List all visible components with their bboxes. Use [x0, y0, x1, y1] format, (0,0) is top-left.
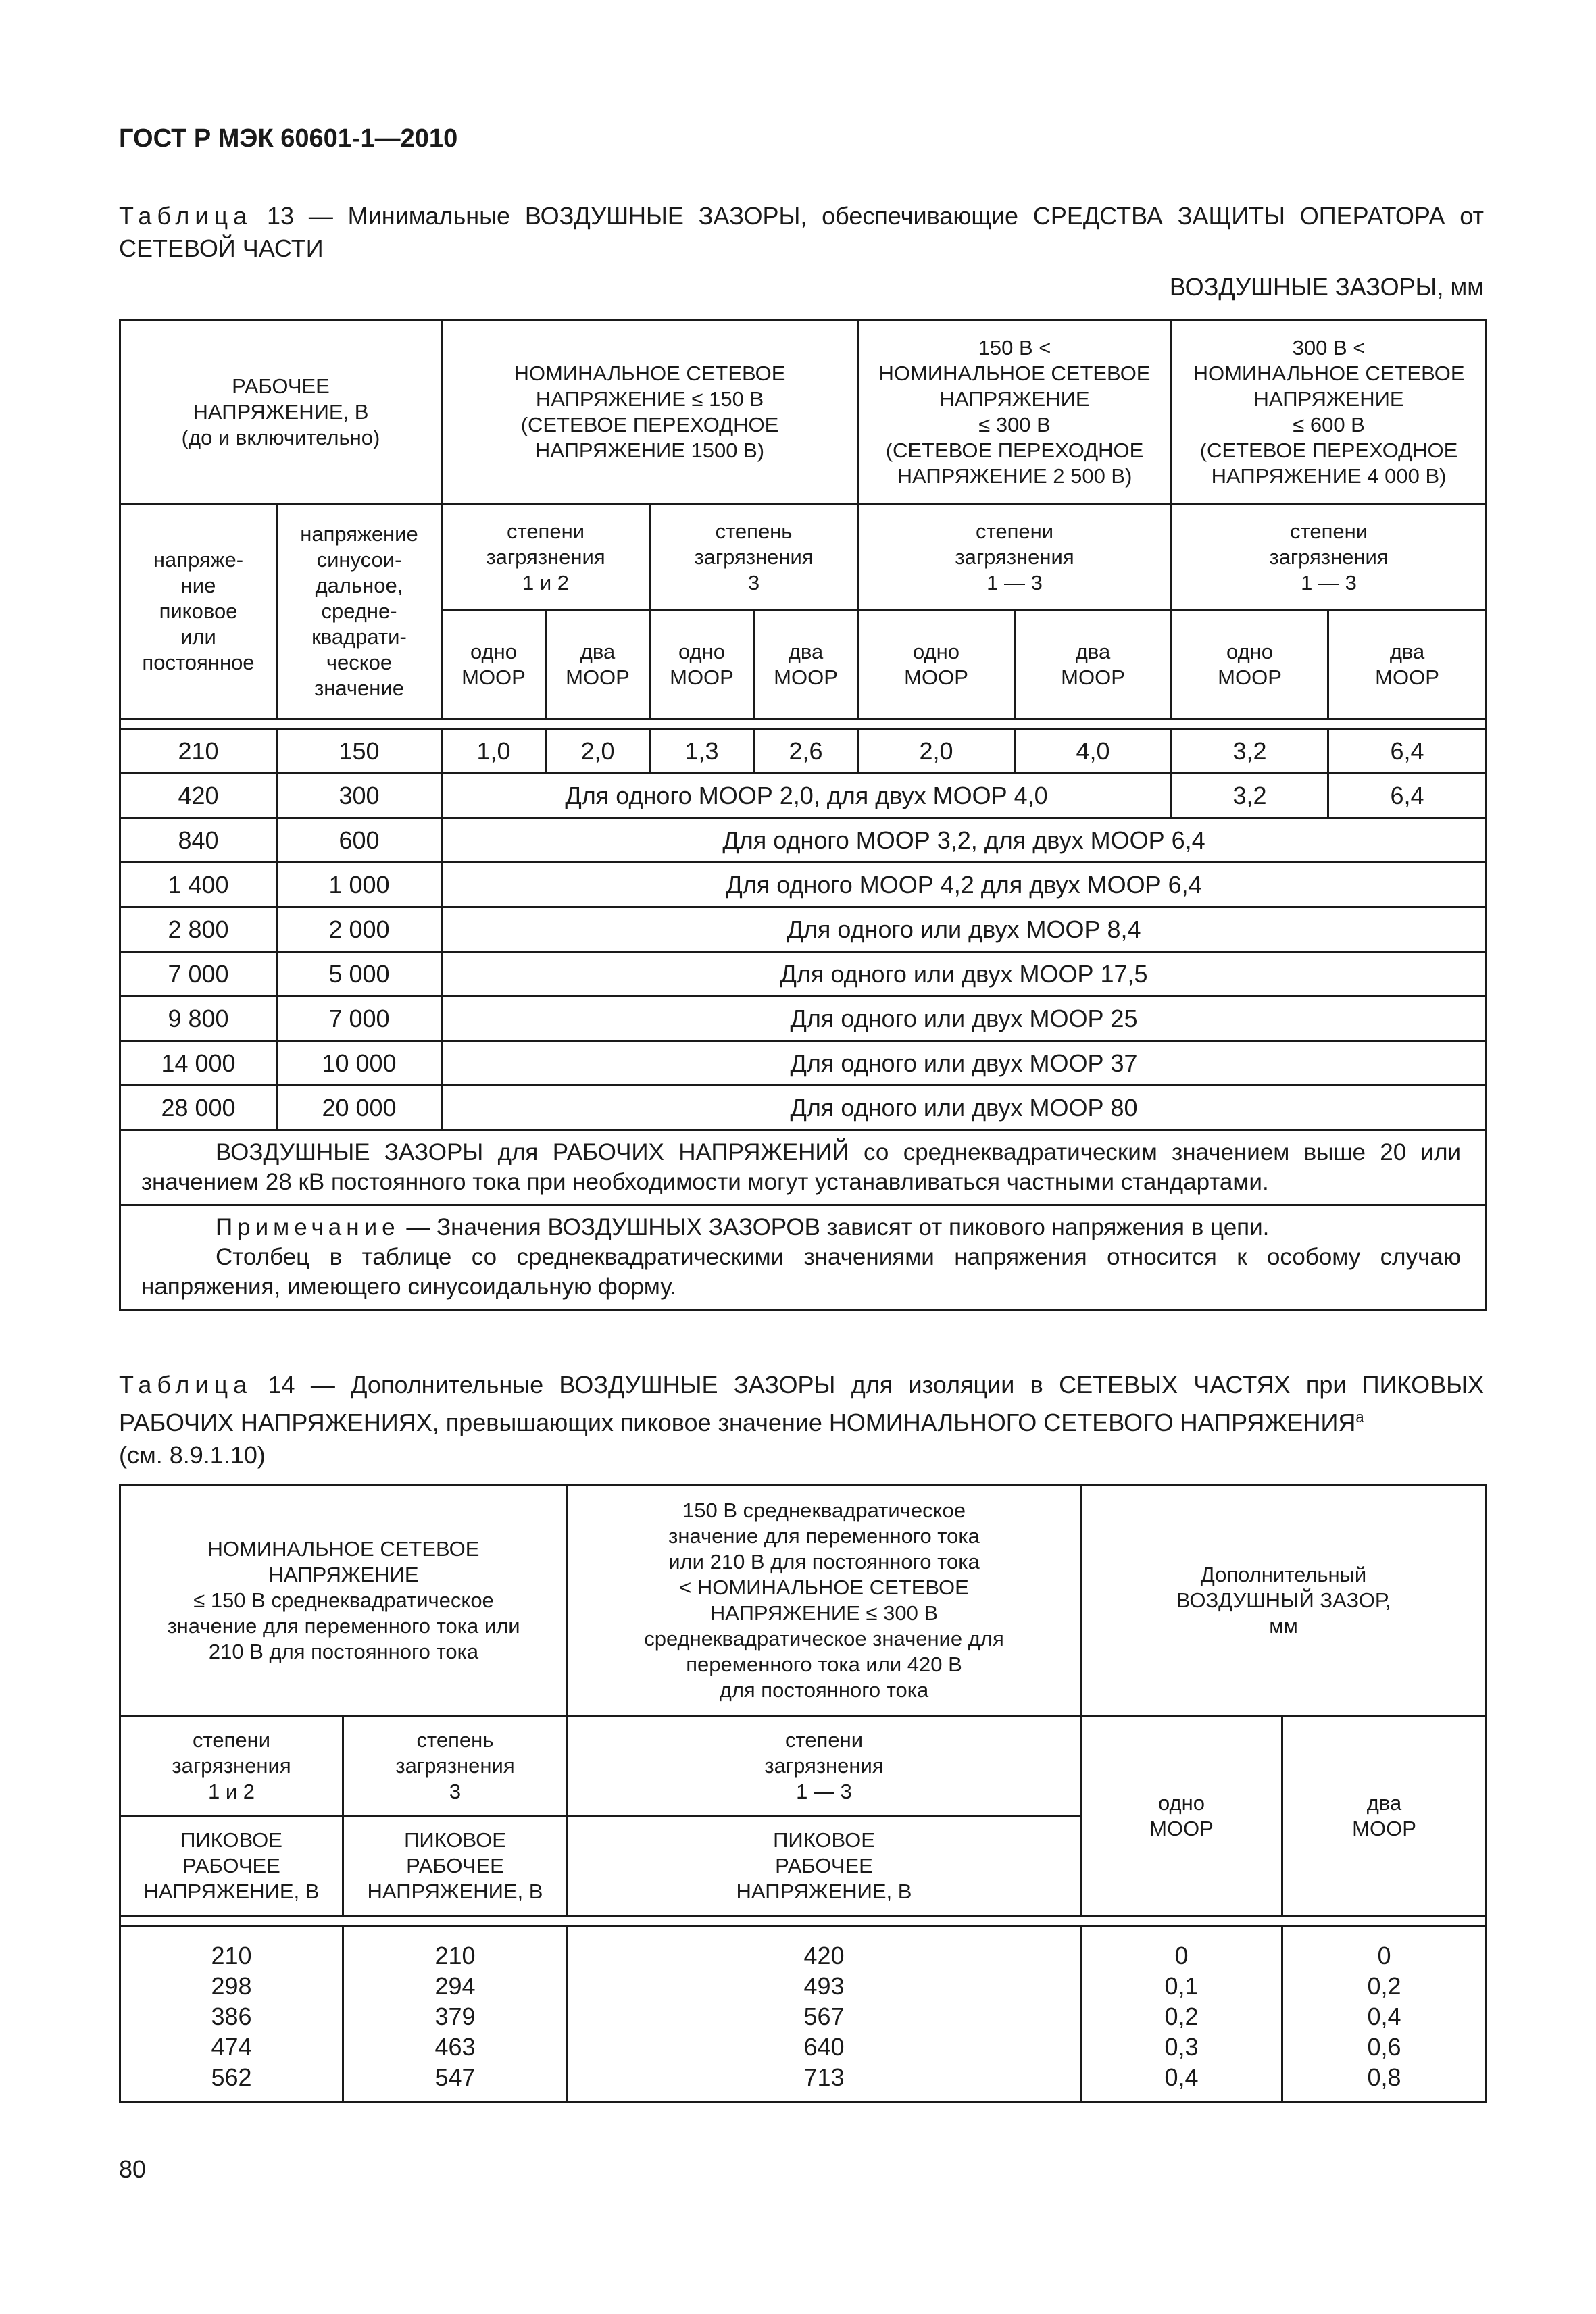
cell-line: ВОЗДУШНЫЙ ЗАЗОР,	[1176, 1588, 1391, 1612]
merged-clearance-cell: Для одного или двух МООР 80	[442, 1086, 1487, 1130]
cell-line: МООР	[1061, 665, 1125, 689]
cell-line: 386	[211, 2003, 252, 2030]
merged-clearance-cell: Для одного или двух МООР 25	[442, 997, 1487, 1041]
header-group-150	[442, 320, 858, 504]
clearance-cell: 6,4	[1328, 774, 1487, 818]
cell-line: 1 и 2	[522, 570, 570, 595]
cell-line: РАБОЧЕЕ	[775, 1853, 873, 1878]
clearance-cell: 1,0	[442, 729, 546, 774]
clearance-cell: 3,2	[1172, 729, 1328, 774]
cell-line: два	[788, 639, 824, 663]
cell-line: напряжение	[300, 522, 418, 546]
cell-line: 0,3	[1164, 2033, 1199, 2061]
cell-line: 150 В среднеквадратическое	[682, 1498, 966, 1522]
cell-line: загрязнения	[395, 1753, 515, 1778]
cell-line: степени	[506, 519, 585, 543]
cell-line: средне-	[321, 599, 397, 623]
table14-caption-lead: Таблица	[119, 1371, 253, 1399]
header-separator	[120, 719, 1487, 729]
table14-caption-ref: (см. 8.9.1.10)	[119, 1441, 266, 1469]
cell-line: НАПРЯЖЕНИЕ ≤ 150 В	[535, 386, 764, 411]
cell-line: значение для переменного тока	[668, 1524, 980, 1548]
t14-header-nominal-300	[568, 1485, 1081, 1716]
header-group-600	[1172, 320, 1487, 504]
cell-line: степени	[784, 1728, 864, 1752]
cell-line: ние	[180, 573, 216, 597]
table-row	[120, 774, 1487, 818]
cell-line: загрязнения	[694, 545, 814, 569]
cell-line: 547	[434, 2063, 476, 2091]
table13-caption-lead: Таблица	[119, 202, 253, 230]
t14-values-pd-1-3	[568, 1926, 1081, 2102]
cell-line: МООР	[1352, 1816, 1416, 1840]
cell-line: загрязнения	[1269, 545, 1389, 569]
t14-header-nominal-150	[120, 1485, 568, 1716]
table-row	[120, 818, 1487, 863]
cell-line: НАПРЯЖЕНИЕ 1500 В)	[534, 438, 765, 462]
cell-line: НАПРЯЖЕНИЕ	[939, 386, 1090, 411]
cell-line: степени	[192, 1728, 271, 1752]
header-two-moop	[754, 611, 858, 719]
footnote-text: ВОЗДУШНЫЕ ЗАЗОРЫ для РАБОЧИХ НАПРЯЖЕНИЙ со среднеквадратическим значением выше 20 или значением 28 кВ постоянного тока при необходимости могут устанавливаться частными стандартами.	[141, 1139, 1462, 1195]
cell-line: степени	[1290, 519, 1368, 543]
table-row	[120, 863, 1487, 907]
t14-header-two-moop	[1282, 1716, 1487, 1916]
peak-voltage-cell: 14 000	[120, 1041, 277, 1086]
table14-caption	[119, 1369, 1484, 1472]
table14-caption-text: 14 — Дополнительные ВОЗДУШНЫЕ ЗАЗОРЫ для изоляции в СЕТЕВЫХ ЧАСТЯХ при ПИКОВЫХ РАБОЧИХ НАПРЯЖЕНИЯХ, превышающих пиковое значение НОМИНАЛЬНОГО СЕТЕВОГО НАПРЯЖЕНИЯ	[119, 1371, 1484, 1436]
cell-line: 1 — 3	[796, 1779, 852, 1803]
peak-voltage-cell: 210	[120, 729, 277, 774]
cell-line: два	[580, 639, 616, 663]
cell-line: МООР	[670, 665, 734, 689]
cell-line: 474	[211, 2033, 252, 2061]
cell-line: 0,4	[1367, 2003, 1401, 2030]
cell-line: 1 — 3	[987, 570, 1043, 595]
cell-line: НАПРЯЖЕНИЕ, В	[193, 399, 369, 424]
cell-line: НАПРЯЖЕНИЕ, В	[143, 1879, 320, 1903]
t14-values-two-moop	[1282, 1926, 1487, 2102]
clearance-cell: 2,0	[858, 729, 1015, 774]
peak-voltage-cell: 1 400	[120, 863, 277, 907]
cell-line: НАПРЯЖЕНИЕ	[268, 1562, 419, 1586]
cell-line: одно	[913, 639, 960, 663]
table13-body	[120, 729, 1487, 1130]
cell-line: НОМИНАЛЬНОЕ СЕТЕВОЕ	[514, 361, 786, 385]
cell-line: 463	[434, 2033, 476, 2061]
rms-voltage-cell: 20 000	[277, 1086, 442, 1130]
table14	[119, 1484, 1487, 2103]
t14-header-peak-working-voltage	[568, 1816, 1081, 1916]
cell-line: ПИКОВОЕ	[404, 1828, 506, 1852]
note-line-2: Столбец в таблице со среднеквадратическими значениями напряжения относится к особому случаю напряжения, имеющего синусоидальную форму.	[141, 1244, 1462, 1300]
cell-line: 1 — 3	[1301, 570, 1357, 595]
cell-line: ческое	[326, 650, 393, 674]
cell-line: одно	[1226, 639, 1274, 663]
merged-clearance-cell: Для одного или двух МООР 37	[442, 1041, 1487, 1086]
header-peak-voltage	[120, 504, 277, 719]
cell-line: РАБОЧЕЕ	[182, 1853, 280, 1878]
header-two-moop	[1328, 611, 1487, 719]
cell-line: 150 В <	[978, 335, 1051, 359]
t14-header-pd-3	[343, 1716, 568, 1816]
cell-line: квадрати-	[311, 624, 407, 649]
cell-line: загрязнения	[764, 1753, 884, 1778]
note-lead: Примечание	[216, 1214, 400, 1240]
cell-line: 0,2	[1367, 1972, 1401, 2000]
header-one-moop	[442, 611, 546, 719]
rms-voltage-cell: 300	[277, 774, 442, 818]
header-one-moop	[858, 611, 1015, 719]
cell-line: < НОМИНАЛЬНОЕ СЕТЕВОЕ	[679, 1575, 969, 1599]
cell-line: 210	[211, 1942, 252, 1969]
peak-voltage-cell: 2 800	[120, 907, 277, 952]
cell-line: РАБОЧЕЕ	[406, 1853, 504, 1878]
cell-line: значение	[314, 676, 404, 700]
cell-line: Дополнительный	[1200, 1562, 1367, 1586]
cell-line: значение для переменного тока или	[167, 1613, 520, 1638]
cell-line: пиковое	[159, 599, 238, 623]
t14-header-peak-working-voltage	[120, 1816, 343, 1916]
t14-values-pd-3	[343, 1926, 568, 2102]
cell-line: или	[180, 624, 216, 649]
cell-line: МООР	[462, 665, 526, 689]
cell-line: 1 и 2	[207, 1779, 255, 1803]
cell-line: (СЕТЕВОЕ ПЕРЕХОДНОЕ	[885, 438, 1144, 462]
cell-line: ≤ 600 В	[1293, 412, 1365, 436]
t14-header-peak-working-voltage	[343, 1816, 568, 1916]
cell-line: загрязнения	[486, 545, 605, 569]
cell-line: НОМИНАЛЬНОЕ СЕТЕВОЕ	[1193, 361, 1465, 385]
t14-header-pd-1-2	[120, 1716, 343, 1816]
cell-line: напряже-	[153, 547, 244, 572]
cell-line: НАПРЯЖЕНИЕ 4 000 В)	[1211, 463, 1447, 488]
cell-line: степень	[416, 1728, 494, 1752]
cell-line: МООР	[1375, 665, 1439, 689]
clearance-cell: 2,0	[546, 729, 650, 774]
header-working-voltage	[120, 320, 442, 504]
cell-line: ПИКОВОЕ	[180, 1828, 282, 1852]
table14-caption-footnote-mark: a	[1355, 1409, 1364, 1426]
header-pd-1-3-a	[858, 504, 1172, 611]
t14-values-pd-1-2	[120, 1926, 343, 2102]
rms-voltage-cell: 600	[277, 818, 442, 863]
header-two-moop	[1015, 611, 1172, 719]
table13-caption-text: 13 — Минимальные ВОЗДУШНЫЕ ЗАЗОРЫ, обеспечивающие СРЕДСТВА ЗАЩИТЫ ОПЕРАТОРА от СЕТЕВОЙ ЧАСТИ	[119, 202, 1484, 262]
peak-voltage-cell: 28 000	[120, 1086, 277, 1130]
cell-line: 300 В <	[1292, 335, 1366, 359]
cell-line: МООР	[1218, 665, 1282, 689]
cell-line: синусои-	[316, 547, 402, 572]
document-header: ГОСТ Р МЭК 60601-1—2010	[119, 124, 458, 153]
header-pd-1-3-b	[1172, 504, 1487, 611]
cell-line: или 210 В для постоянного тока	[668, 1549, 980, 1574]
cell-line: 210	[434, 1942, 476, 1969]
table-row	[120, 997, 1487, 1041]
cell-line: НАПРЯЖЕНИЕ, В	[367, 1879, 543, 1903]
cell-line: МООР	[774, 665, 838, 689]
cell-line: 298	[211, 1972, 252, 2000]
rms-voltage-cell: 5 000	[277, 952, 442, 997]
cell-line: 0	[1377, 1942, 1391, 1969]
rms-voltage-cell: 7 000	[277, 997, 442, 1041]
merged-clearance-cell: Для одного или двух МООР 8,4	[442, 907, 1487, 952]
cell-line: НОМИНАЛЬНОЕ СЕТЕВОЕ	[207, 1536, 480, 1561]
peak-voltage-cell: 420	[120, 774, 277, 818]
cell-line: (СЕТЕВОЕ ПЕРЕХОДНОЕ	[520, 412, 779, 436]
cell-line: 0,6	[1367, 2033, 1401, 2061]
header-pd-1-2	[442, 504, 650, 611]
cell-line: 379	[434, 2003, 476, 2030]
table13-footnote	[120, 1130, 1487, 1205]
merged-clearance-cell: Для одного МООР 3,2, для двух МООР 6,4	[442, 818, 1487, 863]
cell-line: НОМИНАЛЬНОЕ СЕТЕВОЕ	[878, 361, 1151, 385]
cell-line: 3	[747, 570, 760, 595]
table13-unit: ВОЗДУШНЫЕ ЗАЗОРЫ, мм	[1169, 273, 1484, 301]
cell-line: 0,8	[1367, 2063, 1401, 2091]
peak-voltage-cell: 840	[120, 818, 277, 863]
header-one-moop	[650, 611, 754, 719]
cell-line: НАПРЯЖЕНИЕ ≤ 300 В	[709, 1601, 939, 1625]
t14-header-pd-1-3	[568, 1716, 1081, 1816]
cell-line: 0	[1174, 1942, 1189, 1969]
cell-line: 493	[803, 1972, 845, 2000]
table-row	[120, 1086, 1487, 1130]
peak-voltage-cell: 9 800	[120, 997, 277, 1041]
clearance-cell: 2,6	[754, 729, 858, 774]
cell-line: 3	[449, 1779, 462, 1803]
t14-header-separator	[120, 1916, 1487, 1926]
header-one-moop	[1172, 611, 1328, 719]
cell-line: ≤ 300 В	[978, 412, 1051, 436]
cell-line: 0,2	[1164, 2003, 1199, 2030]
table-row	[120, 1041, 1487, 1086]
table13	[119, 319, 1487, 1311]
cell-line: для постоянного тока	[719, 1678, 929, 1702]
cell-line: переменного тока или 420 В	[686, 1652, 962, 1676]
cell-line: (СЕТЕВОЕ ПЕРЕХОДНОЕ	[1199, 438, 1458, 462]
t14-header-additional-clearance	[1081, 1485, 1487, 1716]
cell-line: 567	[803, 2003, 845, 2030]
table13-caption	[119, 200, 1484, 265]
cell-line: 294	[434, 1972, 476, 2000]
table13-note	[120, 1205, 1487, 1310]
peak-voltage-cell: 7 000	[120, 952, 277, 997]
cell-line: среднеквадратическое значение для	[644, 1626, 1004, 1651]
cell-line: 713	[803, 2063, 845, 2091]
table-row	[120, 907, 1487, 952]
cell-line: постоянное	[142, 650, 255, 674]
cell-line: загрязнения	[172, 1753, 291, 1778]
cell-line: степени	[975, 519, 1054, 543]
cell-line: два	[1075, 639, 1111, 663]
note-line-1: — Значения ВОЗДУШНЫХ ЗАЗОРОВ зависят от пикового напряжения в цепи.	[399, 1214, 1270, 1240]
page-number: 80	[119, 2155, 147, 2183]
merged-clearance-cell: Для одного МООР 2,0, для двух МООР 4,0	[442, 774, 1172, 818]
cell-line: МООР	[566, 665, 630, 689]
cell-line: 420	[803, 1942, 845, 1969]
t14-values-one-moop	[1081, 1926, 1282, 2102]
cell-line: (до и включительно)	[181, 425, 380, 449]
cell-line: НАПРЯЖЕНИЕ 2 500 В)	[897, 463, 1132, 488]
cell-line: МООР	[904, 665, 968, 689]
cell-line: 640	[803, 2033, 845, 2061]
cell-line: мм	[1269, 1613, 1298, 1638]
cell-line: ПИКОВОЕ	[773, 1828, 875, 1852]
clearance-cell: 1,3	[650, 729, 754, 774]
table-row	[120, 952, 1487, 997]
rms-voltage-cell: 2 000	[277, 907, 442, 952]
cell-line: степень	[715, 519, 793, 543]
cell-line: одно	[470, 639, 517, 663]
cell-line: НАПРЯЖЕНИЕ, В	[736, 1879, 912, 1903]
cell-line: дальное,	[315, 573, 403, 597]
cell-line: одно	[678, 639, 725, 663]
cell-line: загрязнения	[955, 545, 1074, 569]
cell-line: ≤ 150 В среднеквадратическое	[193, 1588, 494, 1612]
rms-voltage-cell: 150	[277, 729, 442, 774]
cell-line: МООР	[1149, 1816, 1214, 1840]
cell-line: 0,4	[1164, 2063, 1199, 2091]
header-group-300	[858, 320, 1172, 504]
header-two-moop	[546, 611, 650, 719]
cell-line: два	[1366, 1790, 1402, 1815]
cell-line: 562	[211, 2063, 252, 2091]
cell-line: 210 В для постоянного тока	[208, 1639, 479, 1663]
cell-line: НАПРЯЖЕНИЕ	[1253, 386, 1404, 411]
cell-line: одно	[1157, 1790, 1205, 1815]
cell-line: 0,1	[1164, 1972, 1199, 2000]
merged-clearance-cell: Для одного или двух МООР 17,5	[442, 952, 1487, 997]
cell-line: два	[1389, 639, 1425, 663]
t14-header-one-moop	[1081, 1716, 1282, 1916]
clearance-cell: 6,4	[1328, 729, 1487, 774]
rms-voltage-cell: 1 000	[277, 863, 442, 907]
table-row	[120, 729, 1487, 774]
header-rms-voltage	[277, 504, 442, 719]
header-pd-3	[650, 504, 858, 611]
clearance-cell: 4,0	[1015, 729, 1172, 774]
clearance-cell: 3,2	[1172, 774, 1328, 818]
merged-clearance-cell: Для одного МООР 4,2 для двух МООР 6,4	[442, 863, 1487, 907]
cell-line: РАБОЧЕЕ	[232, 374, 330, 398]
rms-voltage-cell: 10 000	[277, 1041, 442, 1086]
